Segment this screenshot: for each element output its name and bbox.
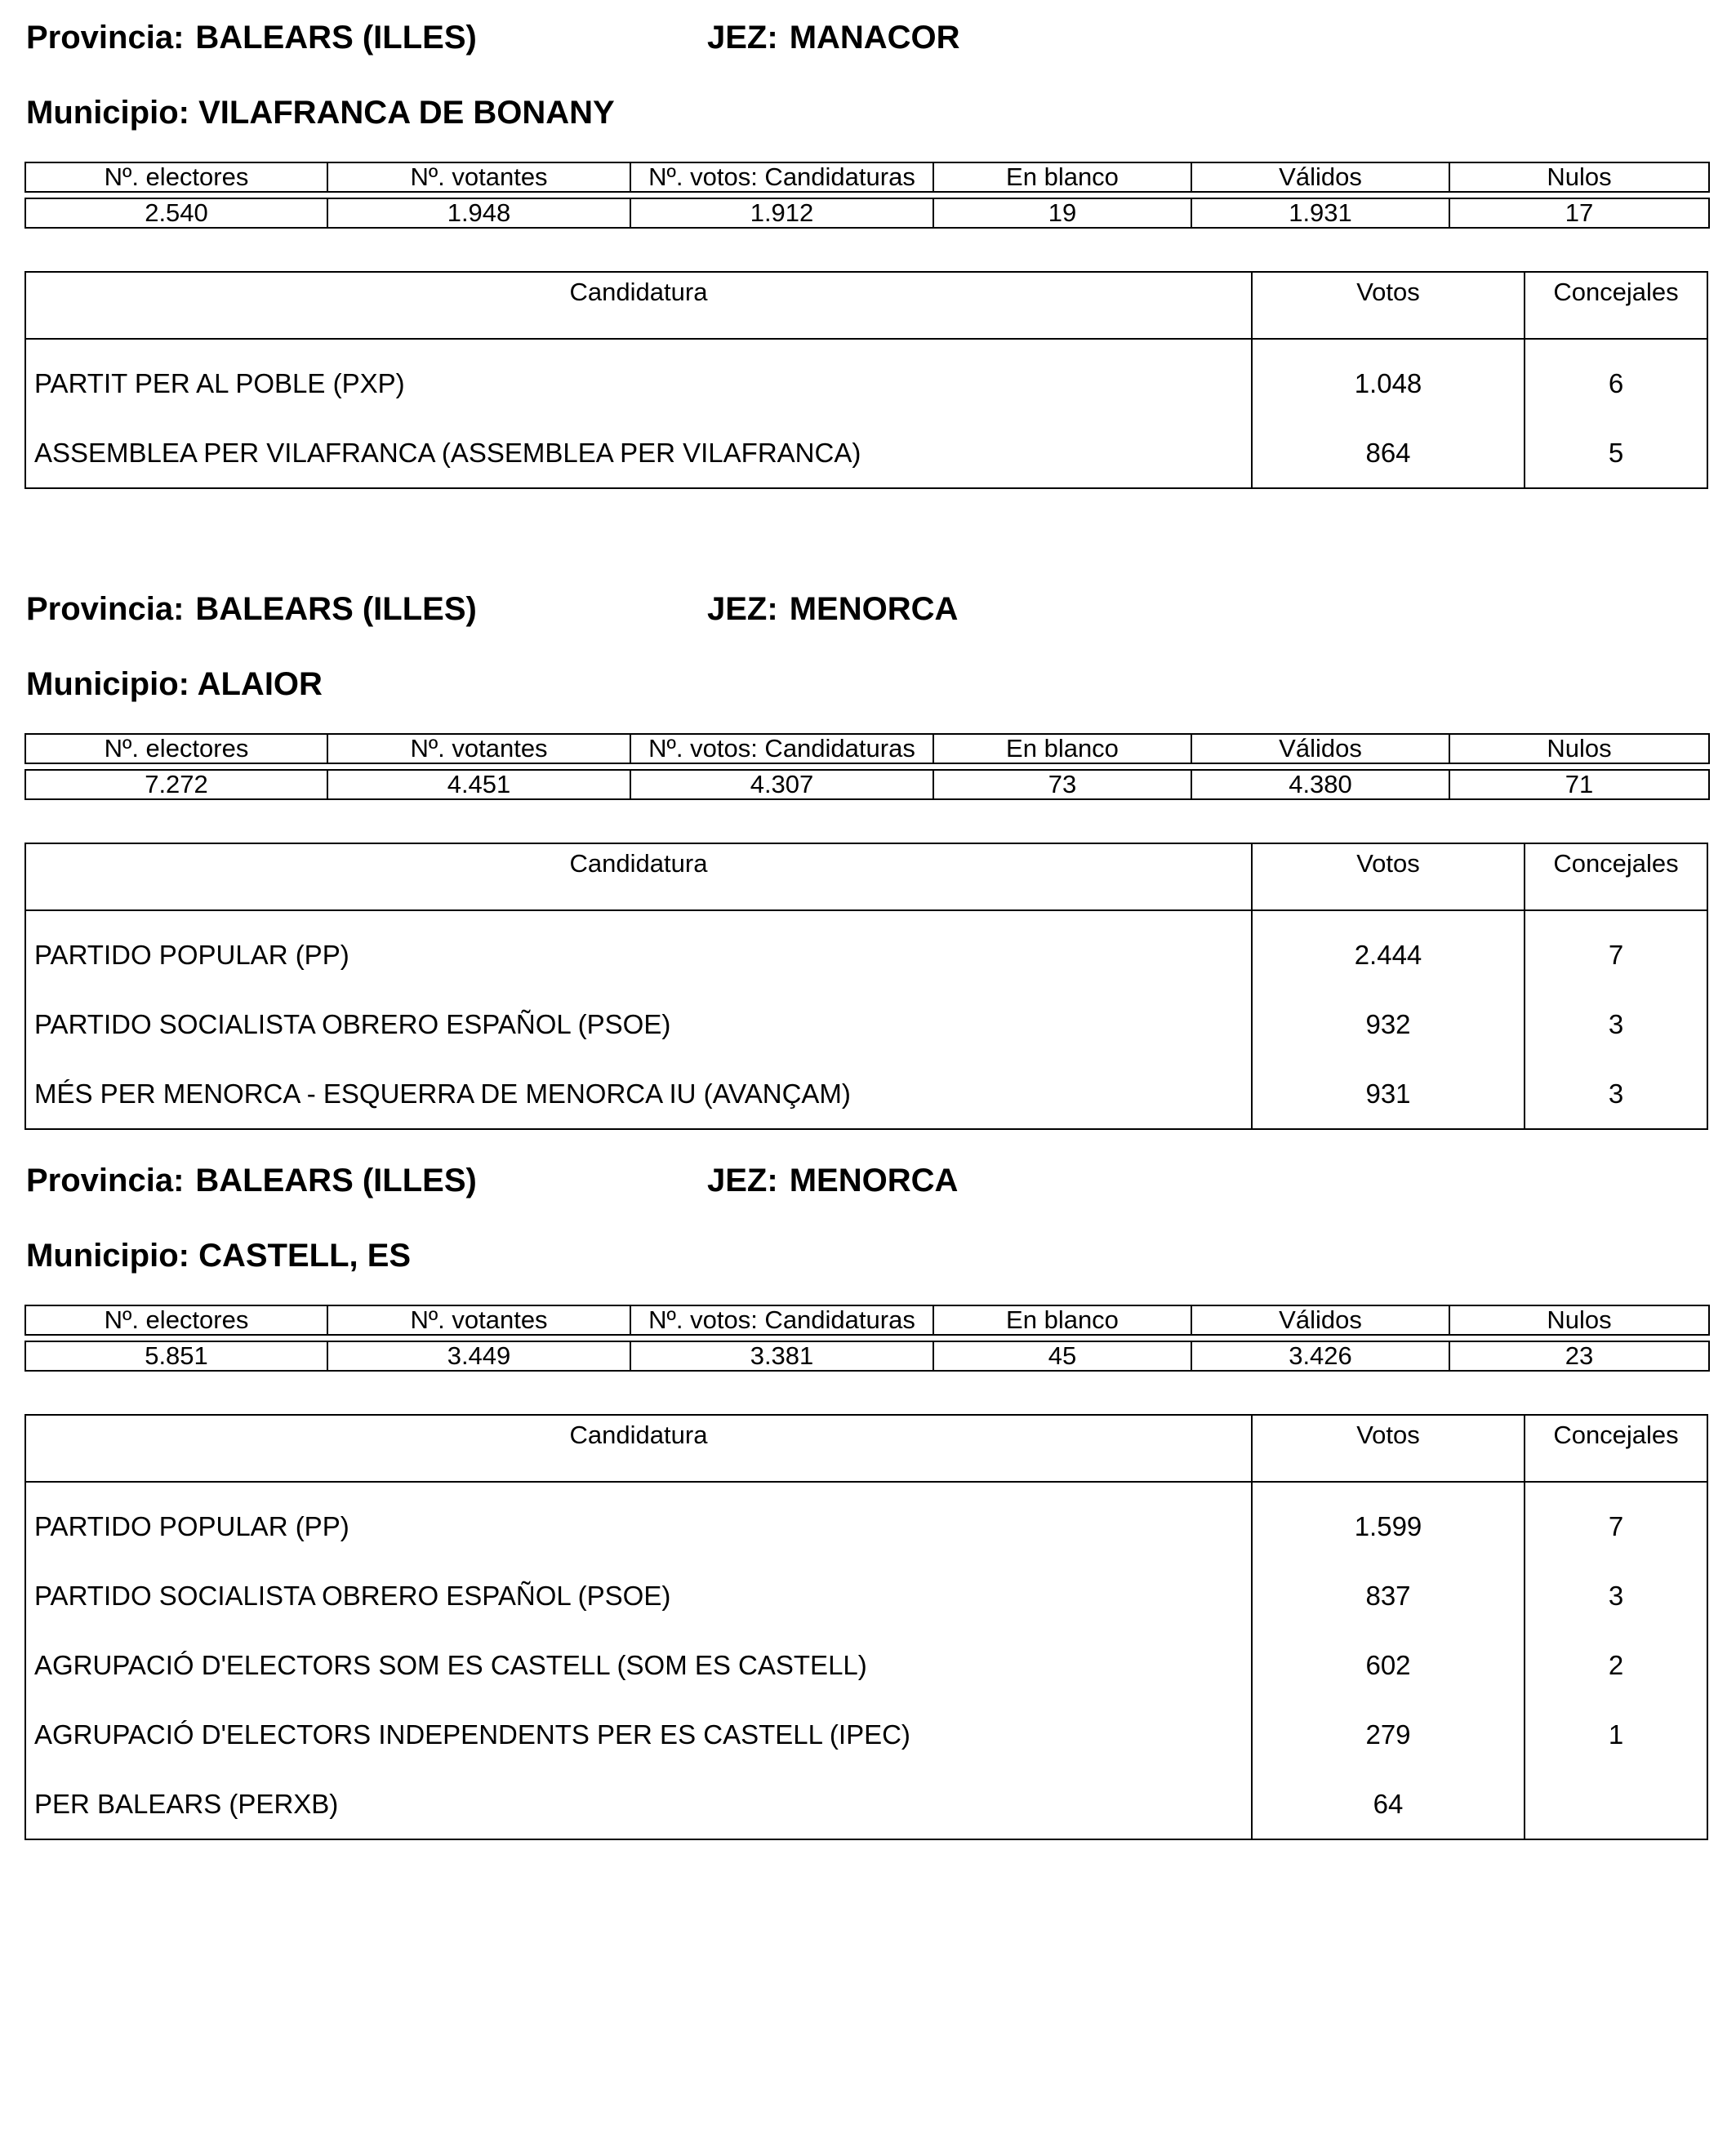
value-en-blanco: 73 <box>933 770 1191 799</box>
summary-value-row <box>25 770 1709 799</box>
header-concejales: Concejales <box>1553 849 1679 878</box>
summary-table <box>24 1305 1710 1372</box>
candidatura-name: PER BALEARS (PERXB) <box>26 1769 1253 1839</box>
value-nulos: 71 <box>1449 770 1709 799</box>
provincia-heading <box>26 18 477 57</box>
candidatura-name: PARTIT PER AL POBLE (PXP) <box>26 349 1253 418</box>
value-electores: 7.272 <box>25 770 327 799</box>
value-validos: 1.931 <box>1191 198 1449 228</box>
value-electores: 2.540 <box>25 198 327 228</box>
header-votos-candidaturas: Nº. votos: Candidaturas <box>630 162 933 192</box>
header-votantes: Nº. votantes <box>327 1305 630 1335</box>
candidatura-name: PARTIDO POPULAR (PP) <box>26 1492 1253 1561</box>
candidatura-name: ASSEMBLEA PER VILAFRANCA (ASSEMBLEA PER VILAFRANCA) <box>26 418 1253 487</box>
municipio-label: Municipio: <box>26 95 189 131</box>
municipio-value: VILAFRANCA DE BONANY <box>198 95 615 131</box>
results-table <box>24 843 1708 1130</box>
candidatura-votos: 837 <box>1253 1561 1525 1630</box>
header-nulos: Nulos <box>1449 1305 1709 1335</box>
header-concejales: Concejales <box>1553 278 1679 306</box>
candidatura-concejales: 3 <box>1608 1009 1624 1039</box>
value-votantes: 3.449 <box>327 1341 630 1371</box>
summary-header-row <box>25 734 1709 763</box>
candidatura-votos: 1.048 <box>1253 349 1525 418</box>
table-row <box>26 1700 1707 1769</box>
header-votos: Votos <box>1253 273 1525 338</box>
header-nulos: Nulos <box>1449 162 1709 192</box>
candidatura-concejales: 1 <box>1608 1719 1624 1750</box>
jez-heading <box>707 18 960 57</box>
table-row <box>26 989 1707 1059</box>
results-header-row <box>26 273 1707 340</box>
summary-value-row <box>25 1341 1709 1371</box>
candidatura-votos: 932 <box>1253 989 1525 1059</box>
provincia-label: Provincia: <box>26 591 185 627</box>
candidatura-votos: 2.444 <box>1253 920 1525 989</box>
value-nulos: 17 <box>1449 198 1709 228</box>
value-votos-candidaturas: 3.381 <box>630 1341 933 1371</box>
candidatura-votos: 931 <box>1253 1059 1525 1128</box>
candidatura-name: MÉS PER MENORCA - ESQUERRA DE MENORCA IU (AVANÇAM) <box>26 1059 1253 1128</box>
header-en-blanco: En blanco <box>933 734 1191 763</box>
candidatura-name: PARTIDO POPULAR (PP) <box>26 920 1253 989</box>
table-row <box>26 1630 1707 1700</box>
header-electores: Nº. electores <box>25 1305 327 1335</box>
candidatura-concejales: 7 <box>1608 940 1624 970</box>
value-en-blanco: 45 <box>933 1341 1191 1371</box>
municipio-heading <box>26 1236 411 1275</box>
value-nulos: 23 <box>1449 1341 1709 1371</box>
table-row <box>26 1492 1707 1561</box>
summary-table <box>24 733 1710 800</box>
summary-value-row <box>25 198 1709 228</box>
header-votantes: Nº. votantes <box>327 734 630 763</box>
candidatura-concejales: 6 <box>1608 368 1624 398</box>
value-votantes: 1.948 <box>327 198 630 228</box>
candidatura-concejales: 3 <box>1608 1581 1624 1611</box>
provincia-label: Provincia: <box>26 20 185 56</box>
jez-heading <box>707 1161 958 1200</box>
value-validos: 3.426 <box>1191 1341 1449 1371</box>
table-row <box>26 1561 1707 1630</box>
candidatura-votos: 1.599 <box>1253 1492 1525 1561</box>
candidatura-name: PARTIDO SOCIALISTA OBRERO ESPAÑOL (PSOE) <box>26 1561 1253 1630</box>
jez-heading <box>707 589 958 629</box>
municipio-label: Municipio: <box>26 1238 189 1274</box>
summary-header-row <box>25 1305 1709 1335</box>
jez-label: JEZ: <box>707 591 778 627</box>
provincia-label: Provincia: <box>26 1163 185 1198</box>
jez-label: JEZ: <box>707 1163 778 1198</box>
candidatura-votos: 64 <box>1253 1769 1525 1839</box>
candidatura-votos: 279 <box>1253 1700 1525 1769</box>
candidatura-name: PARTIDO SOCIALISTA OBRERO ESPAÑOL (PSOE) <box>26 989 1253 1059</box>
header-votos: Votos <box>1253 844 1525 909</box>
candidatura-votos: 864 <box>1253 418 1525 487</box>
header-concejales: Concejales <box>1553 1421 1679 1449</box>
value-votantes: 4.451 <box>327 770 630 799</box>
header-nulos: Nulos <box>1449 734 1709 763</box>
results-header-row <box>26 844 1707 911</box>
value-electores: 5.851 <box>25 1341 327 1371</box>
candidatura-name: AGRUPACIÓ D'ELECTORS INDEPENDENTS PER ES CASTELL (IPEC) <box>26 1700 1253 1769</box>
value-en-blanco: 19 <box>933 198 1191 228</box>
municipio-value: ALAIOR <box>197 666 323 702</box>
value-votos-candidaturas: 4.307 <box>630 770 933 799</box>
header-votos: Votos <box>1253 1416 1525 1481</box>
candidatura-name: AGRUPACIÓ D'ELECTORS SOM ES CASTELL (SOM ES CASTELL) <box>26 1630 1253 1700</box>
table-row <box>26 920 1707 989</box>
header-candidatura: Candidatura <box>26 844 1253 909</box>
jez-value: MANACOR <box>789 20 960 56</box>
results-table <box>24 1414 1708 1840</box>
provincia-value: BALEARS (ILLES) <box>195 1163 477 1198</box>
header-validos: Válidos <box>1191 1305 1449 1335</box>
header-votos-candidaturas: Nº. votos: Candidaturas <box>630 734 933 763</box>
municipio-value: CASTELL, ES <box>198 1238 412 1274</box>
provincia-value: BALEARS (ILLES) <box>195 591 477 627</box>
candidatura-concejales: 2 <box>1608 1650 1624 1680</box>
summary-table <box>24 162 1710 229</box>
header-en-blanco: En blanco <box>933 1305 1191 1335</box>
table-row <box>26 418 1707 487</box>
header-candidatura: Candidatura <box>26 273 1253 338</box>
table-row <box>26 1769 1707 1839</box>
header-candidatura: Candidatura <box>26 1416 1253 1481</box>
table-row <box>26 1059 1707 1128</box>
jez-value: MENORCA <box>789 591 959 627</box>
header-en-blanco: En blanco <box>933 162 1191 192</box>
table-row <box>26 349 1707 418</box>
header-validos: Válidos <box>1191 734 1449 763</box>
value-validos: 4.380 <box>1191 770 1449 799</box>
provincia-heading <box>26 1161 477 1200</box>
candidatura-concejales: 7 <box>1608 1511 1624 1541</box>
results-table <box>24 271 1708 489</box>
jez-label: JEZ: <box>707 20 778 56</box>
candidatura-concejales: 3 <box>1608 1078 1624 1109</box>
candidatura-concejales: 5 <box>1608 438 1624 468</box>
header-votos-candidaturas: Nº. votos: Candidaturas <box>630 1305 933 1335</box>
header-electores: Nº. electores <box>25 734 327 763</box>
header-votantes: Nº. votantes <box>327 162 630 192</box>
candidatura-votos: 602 <box>1253 1630 1525 1700</box>
results-header-row <box>26 1416 1707 1483</box>
municipio-label: Municipio: <box>26 666 189 702</box>
value-votos-candidaturas: 1.912 <box>630 198 933 228</box>
candidatura-concejales <box>1525 1769 1707 1839</box>
provincia-value: BALEARS (ILLES) <box>195 20 477 56</box>
summary-header-row <box>25 162 1709 192</box>
municipio-heading <box>26 665 323 704</box>
header-electores: Nº. electores <box>25 162 327 192</box>
jez-value: MENORCA <box>789 1163 959 1198</box>
header-validos: Válidos <box>1191 162 1449 192</box>
municipio-heading <box>26 93 615 132</box>
provincia-heading <box>26 589 477 629</box>
